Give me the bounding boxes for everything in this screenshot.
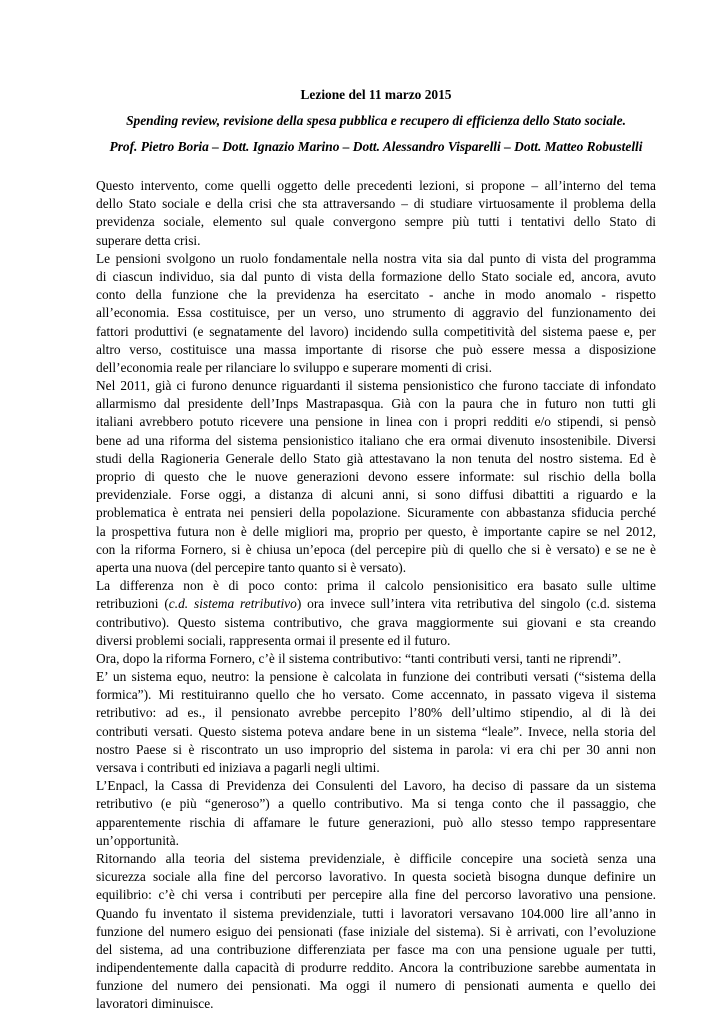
- text-line: Questo intervento, come quelli oggetto delle precedenti lezioni, si propone – all’interno del tema: [96, 178, 656, 193]
- text-line: fattori produttivi (e segnatamente del lavoro) incidendo sulla competitività del sistema paese e, per: [96, 323, 656, 339]
- paragraph: [96, 250, 656, 377]
- text-line: sicurezza sociale alla fine del percorso lavorativo. In questa società bisogna dunque definire un: [96, 869, 656, 885]
- text-line: dell’economia reale per rilanciare lo sviluppo e superare momenti di crisi.: [96, 359, 492, 375]
- text-line: conto della funzione che la previdenza ha esercitato - anche in modo anomalo - rispetto: [96, 287, 656, 303]
- text-line: apparentemente rischia di affamare le future generazioni, può allo stesso tempo rappresentare: [96, 814, 656, 830]
- text-line: Quando fu inventato il sistema previdenziale, tutti i lavoratori versavano 104.000 lire all’anno in: [96, 905, 656, 921]
- text-line: Ritornando alla teoria del sistema previdenziale, è difficile concepire una società senza una: [96, 850, 656, 866]
- text-line: La differenza non è di poco conto: prima il calcolo pensionisitico era basato sulle ultime: [96, 578, 656, 594]
- text-line: bene ad una riforma del sistema pensionistico italiano che era ormai divenuto insostenibile. Diversi: [96, 432, 656, 448]
- text-line: problematica è entrata nei pensieri della popolazione. Sicuramente con abbastanza sfiducia perché: [96, 505, 656, 521]
- text-line: contributivo). Questo sistema contributivo, che grava maggiormente sui giovani e sta creando: [96, 614, 656, 630]
- paragraph: [96, 377, 656, 577]
- text-line: versava i contributi ed iniziava a pagarli negli ultimi.: [96, 760, 380, 775]
- text-line: E’ un sistema equo, neutro: la pensione è calcolata in funzione dei contributi versati (“sistema della: [96, 669, 656, 685]
- paragraph: [96, 177, 656, 250]
- text-line: italiani avrebbero potuto ricevere una pensione in linea con i propri redditi e/o stipendi, si pensò: [96, 414, 656, 430]
- text-line: Le pensioni svolgono un ruolo fondamentale nella nostra vita sia dal punto di vista del programma: [96, 250, 656, 266]
- text-line: proprio di questo che le nuove generazioni devono essere informate: sul rischio della bolla: [96, 469, 656, 484]
- text-line: retributivo (e più “generoso”) a quello contributivo. Ma si tenga conto che il passaggio, che: [96, 796, 656, 812]
- lesson-authors: Prof. Pietro Boria – Dott. Ignazio Marino – Dott. Alessandro Visparelli – Dott. Matteo Robustelli: [109, 139, 643, 154]
- text-line: un’opportunità.: [96, 832, 179, 848]
- text-line: nostro Paese si è riscontrato un uso improprio del sistema in parola: vi era chi per 30 anni non: [96, 741, 656, 757]
- text-line: dello Stato sociale e della crisi che sta attraversando – di studiare virtuosamente il problema della: [96, 196, 656, 212]
- paragraph: [96, 577, 656, 650]
- text-line: di ciascun individuo, sia dal punto di vista della formazione dello Stato sociale ed, ancora, avuto: [96, 268, 656, 284]
- paragraph: [96, 850, 656, 1014]
- text-segment: ) ora invece sull’intera vita retributiva del singolo (c.d. sistema: [296, 596, 656, 612]
- text-line: previdenza sociale, elemento sul quale convergono sempre più tutti i tentativi dello Stato di: [96, 214, 656, 230]
- text-line: superare detta crisi.: [96, 232, 201, 248]
- document-body: [96, 177, 656, 1014]
- text-line: la prospettiva futura non è delle migliori ma, proprio per questo, è importante capire se nel 2012,: [96, 523, 656, 539]
- text-line: indipendentemente dalla capacità di produrre reddito. Ancora la contribuzione sarebbe aumentata in: [96, 960, 656, 976]
- text-line: funzione del numero esiguo dei pensionati (fase iniziale del sistema). Si è arrivati, con l’evoluzione: [96, 923, 656, 939]
- text-line: allarmismo dal presidente dell’Inps Mastrapasqua. Già con la paura che in futuro non tutti gli: [96, 396, 656, 412]
- italic-term: c.d. sistema retributivo: [168, 596, 297, 612]
- text-line: aperta una nuova (del percepire tanto quanto si è versato).: [96, 559, 407, 575]
- lesson-title: Lezione del 11 marzo 2015: [300, 87, 452, 102]
- text-line: formica”). Mi restituiranno quello che ho versato. Come accennato, in passato vigeva il sistema: [96, 687, 656, 703]
- text-line: previdenziale. Forse oggi, a distanza di alcuni anni, si sono diffusi dibattiti a riguardo e la: [96, 487, 656, 503]
- text-line: all’economia. Essa costituisce, per un verso, uno strumento di aggravio del funzionamento dei: [96, 305, 656, 321]
- text-line: [96, 595, 656, 613]
- text-line: contributi versati. Questo sistema poteva andare bene in un sistema “leale”. Invece, nella storia del: [96, 723, 656, 739]
- text-line: Ora, dopo la riforma Fornero, c’è il sistema contributivo: “tanti contributi versi, tanti ne riprendi”.: [96, 650, 622, 666]
- paragraph: [96, 650, 656, 668]
- text-line: Nel 2011, già ci furono denunce riguardanti il sistema pensionistico che furono tacciate di infondato: [96, 378, 656, 394]
- paragraph: [96, 668, 656, 777]
- text-line: con la riforma Fornero, si è chiusa un’epoca (del percepire più di quello che si è versato) e se ne è: [96, 541, 656, 557]
- text-segment: retribuzioni (: [96, 596, 169, 612]
- text-line: equilibrio: c’è chi versa i contributi per percepire alla fine del percorso lavorativo una pensione.: [96, 887, 656, 903]
- text-line: del sistema, ad una contribuzione differenziata per fasce ma con una pensione uguale per tutti,: [96, 941, 656, 957]
- paragraph: [96, 777, 656, 850]
- text-line: L’Enpacl, la Cassa di Previdenza dei Consulenti del Lavoro, ha deciso di passare da un sistema: [96, 778, 656, 794]
- text-line: studi della Ragioneria Generale dello Stato già attestavano la non tenuta del nostro sistema. Ed è: [96, 450, 656, 466]
- text-line: lavoratori diminuisce.: [96, 996, 214, 1012]
- text-line: funzione del numero dei pensionati. Ma oggi il numero di pensionati aumenta e quello dei: [96, 978, 656, 994]
- text-line: altro verso, costituisce una massa importante di risorse che può essere messa a disposizione: [96, 341, 656, 357]
- text-line: diversi problemi sociali, rappresenta ormai il presente ed il futuro.: [96, 632, 451, 648]
- text-line: retributivo: ad es., il pensionato avrebbe percepito l’80% dell’ultimo stipendio, al di là dei: [96, 705, 656, 721]
- lesson-subtitle: Spending review, revisione della spesa pubblica e recupero di efficienza dello Stato sociale.: [126, 113, 626, 128]
